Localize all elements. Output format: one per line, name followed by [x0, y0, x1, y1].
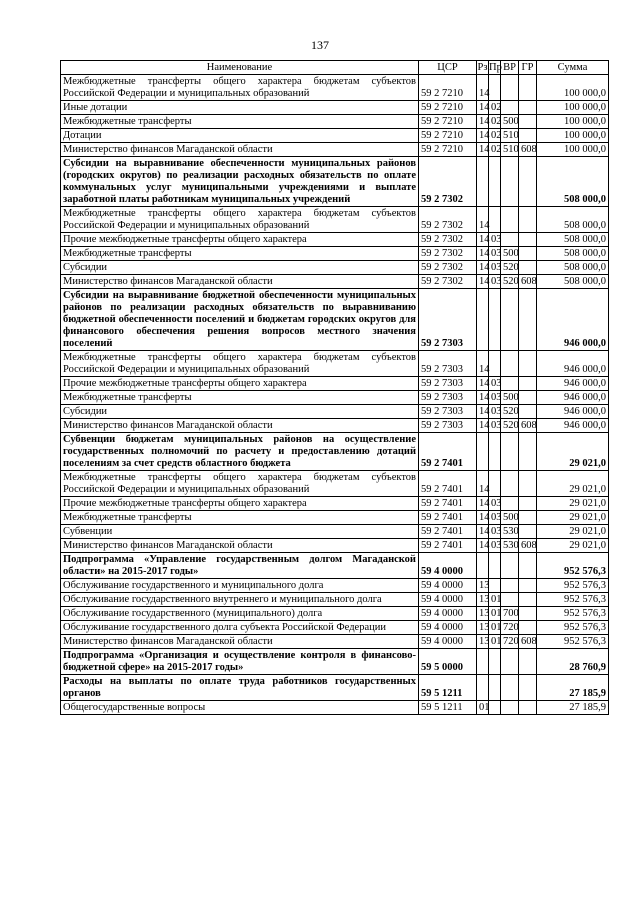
cell-gr	[519, 405, 537, 419]
cell-vr	[501, 701, 519, 715]
table-row	[61, 525, 609, 539]
cell-name: Межбюджетные трансферты общего характера бюджетам субъектов Российской Федерации и муниципальных образований	[61, 471, 419, 497]
cell-rz: 13	[477, 593, 489, 607]
cell-vr: 500	[501, 247, 519, 261]
budget-table	[60, 60, 609, 715]
cell-pr: 03	[489, 525, 501, 539]
table-row	[61, 471, 609, 497]
cell-sum: 946 000,0	[537, 419, 609, 433]
cell-vr	[501, 351, 519, 377]
cell-gr	[519, 261, 537, 275]
cell-gr	[519, 233, 537, 247]
cell-rz: 01	[477, 701, 489, 715]
cell-pr: 02	[489, 115, 501, 129]
page-number: 137	[311, 38, 329, 52]
cell-csr: 59 2 7210	[419, 115, 477, 129]
cell-csr: 59 2 7303	[419, 405, 477, 419]
cell-rz	[477, 157, 489, 207]
cell-csr: 59 2 7303	[419, 377, 477, 391]
cell-name: Министерство финансов Магаданской области	[61, 539, 419, 553]
cell-rz: 14	[477, 351, 489, 377]
cell-pr	[489, 701, 501, 715]
cell-name: Министерство финансов Магаданской области	[61, 275, 419, 289]
cell-pr	[489, 553, 501, 579]
cell-name: Обслуживание государственного и муниципального долга	[61, 579, 419, 593]
cell-rz: 14	[477, 233, 489, 247]
cell-name: Иные дотации	[61, 101, 419, 115]
cell-name: Межбюджетные трансферты	[61, 115, 419, 129]
cell-name: Прочие межбюджетные трансферты общего характера	[61, 497, 419, 511]
cell-gr: 608	[519, 143, 537, 157]
cell-sum: 946 000,0	[537, 351, 609, 377]
cell-sum: 100 000,0	[537, 129, 609, 143]
table-row	[61, 115, 609, 129]
cell-name: Министерство финансов Магаданской области	[61, 143, 419, 157]
cell-sum: 952 576,3	[537, 579, 609, 593]
cell-name: Министерство финансов Магаданской области	[61, 419, 419, 433]
cell-rz: 14	[477, 275, 489, 289]
cell-gr	[519, 433, 537, 471]
cell-csr: 59 2 7302	[419, 207, 477, 233]
cell-sum: 946 000,0	[537, 405, 609, 419]
cell-name: Субвенции бюджетам муниципальных районов на осуществление государственных полномочий по расчету и предоставлению дотаций поселениям за счет средств областного бюджета	[61, 433, 419, 471]
cell-vr	[501, 593, 519, 607]
cell-sum: 29 021,0	[537, 525, 609, 539]
cell-vr: 530	[501, 525, 519, 539]
cell-sum: 100 000,0	[537, 143, 609, 157]
cell-sum: 100 000,0	[537, 75, 609, 101]
cell-sum: 952 576,3	[537, 621, 609, 635]
header-gr: ГР	[519, 61, 537, 75]
table-row	[61, 233, 609, 247]
cell-rz: 14	[477, 391, 489, 405]
table-row	[61, 261, 609, 275]
cell-pr: 01	[489, 607, 501, 621]
cell-rz: 14	[477, 247, 489, 261]
cell-pr	[489, 471, 501, 497]
cell-pr: 03	[489, 419, 501, 433]
table-row	[61, 511, 609, 525]
cell-csr: 59 2 7210	[419, 101, 477, 115]
cell-rz: 14	[477, 471, 489, 497]
cell-gr: 608	[519, 539, 537, 553]
cell-pr	[489, 351, 501, 377]
cell-vr	[501, 101, 519, 115]
table-row	[61, 607, 609, 621]
table-row	[61, 579, 609, 593]
cell-gr	[519, 471, 537, 497]
table-row	[61, 635, 609, 649]
table-row	[61, 675, 609, 701]
cell-pr: 02	[489, 129, 501, 143]
cell-gr	[519, 497, 537, 511]
cell-sum: 508 000,0	[537, 261, 609, 275]
cell-csr: 59 4 0000	[419, 593, 477, 607]
cell-rz: 14	[477, 419, 489, 433]
cell-rz	[477, 649, 489, 675]
cell-name: Субсидии	[61, 261, 419, 275]
cell-vr: 720	[501, 635, 519, 649]
cell-name: Обслуживание государственного внутреннего и муниципального долга	[61, 593, 419, 607]
cell-csr: 59 4 0000	[419, 621, 477, 635]
cell-pr	[489, 579, 501, 593]
cell-sum: 100 000,0	[537, 101, 609, 115]
cell-csr: 59 2 7210	[419, 75, 477, 101]
cell-pr: 01	[489, 621, 501, 635]
cell-gr	[519, 207, 537, 233]
table-row	[61, 649, 609, 675]
table-row	[61, 129, 609, 143]
cell-gr	[519, 553, 537, 579]
header-vr: ВР	[501, 61, 519, 75]
cell-name: Субсидии на выравнивание бюджетной обеспеченности муниципальных районов по реализации расходных обязательств по выравниванию бюджетной обеспеченности поселений и бюджетам городских округов для финансового обеспечения решения вопросов местного значения поселений	[61, 289, 419, 351]
cell-gr	[519, 289, 537, 351]
cell-sum: 27 185,9	[537, 675, 609, 701]
cell-pr: 03	[489, 511, 501, 525]
cell-rz: 13	[477, 579, 489, 593]
cell-rz: 14	[477, 101, 489, 115]
cell-vr: 520	[501, 275, 519, 289]
cell-vr: 720	[501, 621, 519, 635]
cell-name: Прочие межбюджетные трансферты общего характера	[61, 233, 419, 247]
table-row	[61, 75, 609, 101]
cell-rz: 14	[477, 115, 489, 129]
cell-vr	[501, 675, 519, 701]
cell-name: Дотации	[61, 129, 419, 143]
header-rz: Рз	[477, 62, 488, 73]
cell-name: Межбюджетные трансферты общего характера бюджетам субъектов Российской Федерации и муниципальных образований	[61, 75, 419, 101]
table-row	[61, 701, 609, 715]
cell-csr: 59 2 7303	[419, 391, 477, 405]
cell-sum: 946 000,0	[537, 391, 609, 405]
cell-pr: 01	[489, 593, 501, 607]
cell-rz: 14	[477, 129, 489, 143]
cell-csr: 59 2 7302	[419, 261, 477, 275]
cell-csr: 59 2 7303	[419, 289, 477, 351]
cell-name: Министерство финансов Магаданской области	[61, 635, 419, 649]
cell-name: Общегосударственные вопросы	[61, 701, 419, 715]
cell-name: Расходы на выплаты по оплате труда работников государственных органов	[61, 675, 419, 701]
cell-csr: 59 2 7401	[419, 433, 477, 471]
table-row	[61, 157, 609, 207]
cell-csr: 59 2 7401	[419, 471, 477, 497]
cell-vr	[501, 157, 519, 207]
table-row	[61, 539, 609, 553]
cell-sum: 952 576,3	[537, 635, 609, 649]
cell-csr: 59 2 7302	[419, 233, 477, 247]
table-row	[61, 593, 609, 607]
cell-gr	[519, 649, 537, 675]
cell-pr: 03	[489, 233, 501, 247]
cell-vr: 520	[501, 261, 519, 275]
cell-rz	[477, 675, 489, 701]
cell-sum: 100 000,0	[537, 115, 609, 129]
table-row	[61, 553, 609, 579]
cell-csr: 59 2 7401	[419, 511, 477, 525]
cell-sum: 952 576,3	[537, 553, 609, 579]
cell-name: Субсидии на выравнивание обеспеченности муниципальных районов (городских округов) по реализации расходных обязательств по оплате коммунальных услуг муниципальными учреждениями и выплате заработной платы работникам муниципальных учреждений	[61, 157, 419, 207]
cell-gr	[519, 701, 537, 715]
cell-gr	[519, 75, 537, 101]
cell-vr	[501, 207, 519, 233]
table-row	[61, 377, 609, 391]
table-row	[61, 621, 609, 635]
cell-sum: 952 576,3	[537, 607, 609, 621]
cell-pr: 03	[489, 405, 501, 419]
cell-rz: 14	[477, 143, 489, 157]
cell-pr	[489, 433, 501, 471]
cell-csr: 59 5 1211	[419, 675, 477, 701]
cell-gr	[519, 129, 537, 143]
cell-rz: 14	[477, 75, 489, 101]
cell-name: Межбюджетные трансферты	[61, 511, 419, 525]
cell-name: Межбюджетные трансферты	[61, 391, 419, 405]
cell-vr: 520	[501, 419, 519, 433]
cell-gr: 608	[519, 419, 537, 433]
cell-csr: 59 2 7302	[419, 275, 477, 289]
cell-vr	[501, 433, 519, 471]
cell-rz: 14	[477, 207, 489, 233]
cell-gr	[519, 351, 537, 377]
cell-csr: 59 2 7210	[419, 143, 477, 157]
cell-gr	[519, 525, 537, 539]
cell-csr: 59 4 0000	[419, 579, 477, 593]
cell-sum: 29 021,0	[537, 539, 609, 553]
cell-sum: 946 000,0	[537, 377, 609, 391]
cell-name: Межбюджетные трансферты	[61, 247, 419, 261]
cell-vr	[501, 649, 519, 675]
cell-rz: 14	[477, 261, 489, 275]
cell-rz: 13	[477, 635, 489, 649]
cell-vr	[501, 289, 519, 351]
cell-vr	[501, 233, 519, 247]
cell-rz: 13	[477, 621, 489, 635]
cell-csr: 59 2 7303	[419, 419, 477, 433]
cell-pr: 03	[489, 247, 501, 261]
cell-rz: 14	[477, 525, 489, 539]
cell-gr	[519, 511, 537, 525]
cell-pr	[489, 207, 501, 233]
table-row	[61, 101, 609, 115]
cell-rz	[477, 433, 489, 471]
cell-csr: 59 2 7302	[419, 157, 477, 207]
cell-pr	[489, 289, 501, 351]
cell-pr: 01	[489, 635, 501, 649]
cell-sum: 508 000,0	[537, 207, 609, 233]
cell-csr: 59 4 0000	[419, 607, 477, 621]
table-row	[61, 143, 609, 157]
cell-sum: 508 000,0	[537, 157, 609, 207]
table-row	[61, 419, 609, 433]
cell-gr: 608	[519, 635, 537, 649]
cell-sum: 29 021,0	[537, 433, 609, 471]
header-sum: Сумма	[537, 61, 609, 75]
cell-csr: 59 2 7401	[419, 525, 477, 539]
cell-csr: 59 4 0000	[419, 635, 477, 649]
cell-sum: 952 576,3	[537, 593, 609, 607]
cell-rz: 14	[477, 405, 489, 419]
cell-gr	[519, 391, 537, 405]
cell-rz	[477, 289, 489, 351]
cell-vr: 530	[501, 539, 519, 553]
cell-sum: 508 000,0	[537, 247, 609, 261]
cell-gr	[519, 101, 537, 115]
cell-gr	[519, 377, 537, 391]
header-pr: Пр	[489, 62, 502, 73]
cell-vr: 510	[501, 143, 519, 157]
cell-sum: 27 185,9	[537, 701, 609, 715]
cell-csr: 59 2 7303	[419, 351, 477, 377]
cell-pr	[489, 675, 501, 701]
cell-sum: 28 760,9	[537, 649, 609, 675]
cell-vr: 500	[501, 391, 519, 405]
cell-csr: 59 5 0000	[419, 649, 477, 675]
table-row	[61, 351, 609, 377]
cell-vr	[501, 497, 519, 511]
cell-gr	[519, 157, 537, 207]
cell-pr: 02	[489, 101, 501, 115]
cell-vr	[501, 377, 519, 391]
table-row	[61, 405, 609, 419]
cell-gr	[519, 115, 537, 129]
cell-vr: 500	[501, 115, 519, 129]
cell-name: Межбюджетные трансферты общего характера бюджетам субъектов Российской Федерации и муниципальных образований	[61, 207, 419, 233]
cell-name: Обслуживание государственного долга субъекта Российской Федерации	[61, 621, 419, 635]
cell-rz: 13	[477, 607, 489, 621]
cell-sum: 946 000,0	[537, 289, 609, 351]
cell-pr	[489, 75, 501, 101]
cell-gr	[519, 247, 537, 261]
cell-csr: 59 2 7302	[419, 247, 477, 261]
header-name: Наименование	[61, 61, 419, 75]
cell-name: Подпрограмма «Организация и осуществление контроля в финансово-бюджетной сфере» на 2015-2017 годы»	[61, 649, 419, 675]
cell-csr: 59 5 1211	[419, 701, 477, 715]
cell-pr: 03	[489, 261, 501, 275]
table-row	[61, 497, 609, 511]
cell-name: Субвенции	[61, 525, 419, 539]
cell-vr: 520	[501, 405, 519, 419]
cell-name: Субсидии	[61, 405, 419, 419]
table-row	[61, 391, 609, 405]
cell-sum: 29 021,0	[537, 511, 609, 525]
cell-name: Межбюджетные трансферты общего характера бюджетам субъектов Российской Федерации и муниципальных образований	[61, 351, 419, 377]
cell-csr: 59 2 7210	[419, 129, 477, 143]
table-header-row	[61, 61, 609, 75]
cell-csr: 59 4 0000	[419, 553, 477, 579]
cell-gr	[519, 675, 537, 701]
cell-gr	[519, 621, 537, 635]
cell-pr: 03	[489, 539, 501, 553]
cell-rz: 14	[477, 511, 489, 525]
cell-gr	[519, 607, 537, 621]
cell-rz: 14	[477, 377, 489, 391]
header-csr: ЦСР	[419, 61, 477, 75]
cell-rz	[477, 553, 489, 579]
cell-vr	[501, 471, 519, 497]
cell-sum: 29 021,0	[537, 471, 609, 497]
cell-pr	[489, 649, 501, 675]
cell-name: Прочие межбюджетные трансферты общего характера	[61, 377, 419, 391]
cell-rz: 14	[477, 539, 489, 553]
table-row	[61, 433, 609, 471]
cell-pr: 03	[489, 497, 501, 511]
cell-vr	[501, 553, 519, 579]
cell-gr	[519, 579, 537, 593]
cell-name: Подпрограмма «Управление государственным долгом Магаданской области» на 2015-2017 годы»	[61, 553, 419, 579]
cell-gr	[519, 593, 537, 607]
cell-vr	[501, 579, 519, 593]
cell-vr: 510	[501, 129, 519, 143]
cell-sum: 29 021,0	[537, 497, 609, 511]
cell-pr: 03	[489, 275, 501, 289]
table-row	[61, 275, 609, 289]
cell-name: Обслуживание государственного (муниципального) долга	[61, 607, 419, 621]
cell-pr: 03	[489, 391, 501, 405]
cell-vr	[501, 75, 519, 101]
table-row	[61, 247, 609, 261]
cell-pr: 03	[489, 377, 501, 391]
cell-sum: 508 000,0	[537, 233, 609, 247]
cell-sum: 508 000,0	[537, 275, 609, 289]
cell-pr	[489, 157, 501, 207]
cell-csr: 59 2 7401	[419, 497, 477, 511]
table-row	[61, 289, 609, 351]
cell-vr: 700	[501, 607, 519, 621]
cell-gr: 608	[519, 275, 537, 289]
cell-vr: 500	[501, 511, 519, 525]
cell-rz: 14	[477, 497, 489, 511]
cell-csr: 59 2 7401	[419, 539, 477, 553]
cell-pr: 02	[489, 143, 501, 157]
table-row	[61, 207, 609, 233]
